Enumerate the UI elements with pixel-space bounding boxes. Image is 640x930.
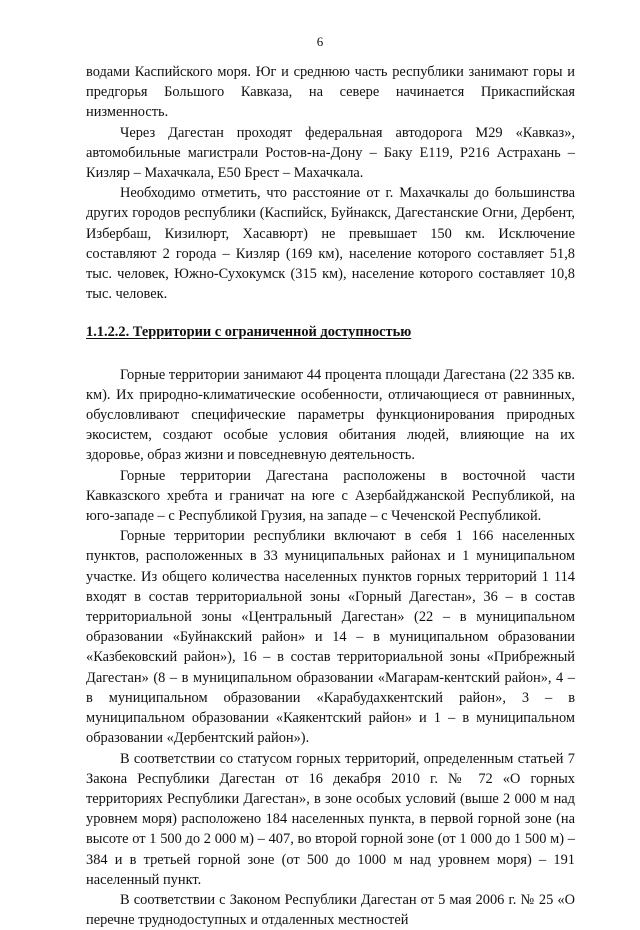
paragraph-city-distances: Необходимо отметить, что расстояние от г. Махачкалы до большинства других городов республики (Каспийск, Буйнакск, Дагестанские Огни, Дербент, Избербаш, Кизилюрт, Хасавюрт) не превышает 150 км. Исключение составляют 2 города – Кизляр (169 км), население которого составляет 51,8 тыс. человек, Южно-Сухокумск (315 км), население которого составляет 10,8 тыс. человек.: [86, 185, 575, 303]
paragraph-law-reference: В соответствии с Законом Республики Дагестан от 5 мая 2006 г. № 25 «О перечне труднодоступных и отдаленных местностей: [86, 891, 575, 929]
section-heading-text: 1.1.2.2. Территории с ограниченной доступностью: [86, 324, 412, 341]
page-number: 6: [316, 34, 324, 49]
section-heading: [86, 322, 575, 342]
paragraph-highways: Через Дагестан проходят федеральная автодорога М29 «Кавказ», автомобильные магистрали Ростов-на-Дону – Баку Е119, Р216 Астрахань – Кизляр – Махачкала, Е50 Брест – Махачкала.: [86, 124, 575, 182]
paragraph-altitude-zones: В соответствии со статусом горных территорий, определенным статьей 7 Закона Республики Дагестан от 16 декабря 2010 г. № 72 «О горных территориях Республики Дагестан», в зоне особых условий (выше 2 000 м над уровнем моря) расположено 184 населенных пункта, в первой горной зоне (на высоте от 1 500 до 2 000 м) – 407, во второй горной зоне (от 1 000 до 1 500 м) – 384 и в третьей горной зоне (от 500 до 1000 м над уровнем моря) – 191 населенный пункт.: [86, 750, 575, 888]
paragraph-mountain-area: Горные территории занимают 44 процента площади Дагестана (22 335 кв. км). Их природно-климатические особенности, отличающиеся от равнинных, обусловливают специфические параметры функционирования природных экосистем, создают особые условия обитания людей, влияющие на их здоровье, образ жизни и повседневную деятельность.: [86, 366, 575, 464]
paragraph-mountain-location: Горные территории Дагестана расположены в восточной части Кавказского хребта и граничат на юге с Азербайджанской Республикой, на юго-западе – с Республикой Грузия, на западе – с Чеченской Республикой.: [86, 467, 575, 525]
paragraph-sea-and-mountains: водами Каспийского моря. Юг и среднюю часть республики занимают горы и предгорья Большого Кавказа, на севере начинается Прикаспийская низменность.: [86, 64, 575, 121]
paragraph-settlements: Горные территории республики включают в себя 1 166 населенных пунктов, расположенных в 33 муниципальных районах и 1 муниципальном участке. Из общего количества населенных пунктов горных территорий 1 114 входят в состав территориальной зоны «Горный Дагестан», 36 – в состав территориальной зоны «Центральный Дагестан» (22 – в муниципальном образовании «Буйнакский район» и 14 – в муниципальном образовании «Казбековский район»), 16 – в состав территориальной зоны «Прибрежный Дагестан» (8 – в муниципальном образовании «Магарам-кентский район», 4 – в муниципальном образовании «Карабудахкентский район», 3 – в муниципальном образовании «Каякентский район» и 1 – в муниципальном образовании «Дербентский район»).: [86, 528, 575, 747]
document-body: [86, 62, 575, 930]
